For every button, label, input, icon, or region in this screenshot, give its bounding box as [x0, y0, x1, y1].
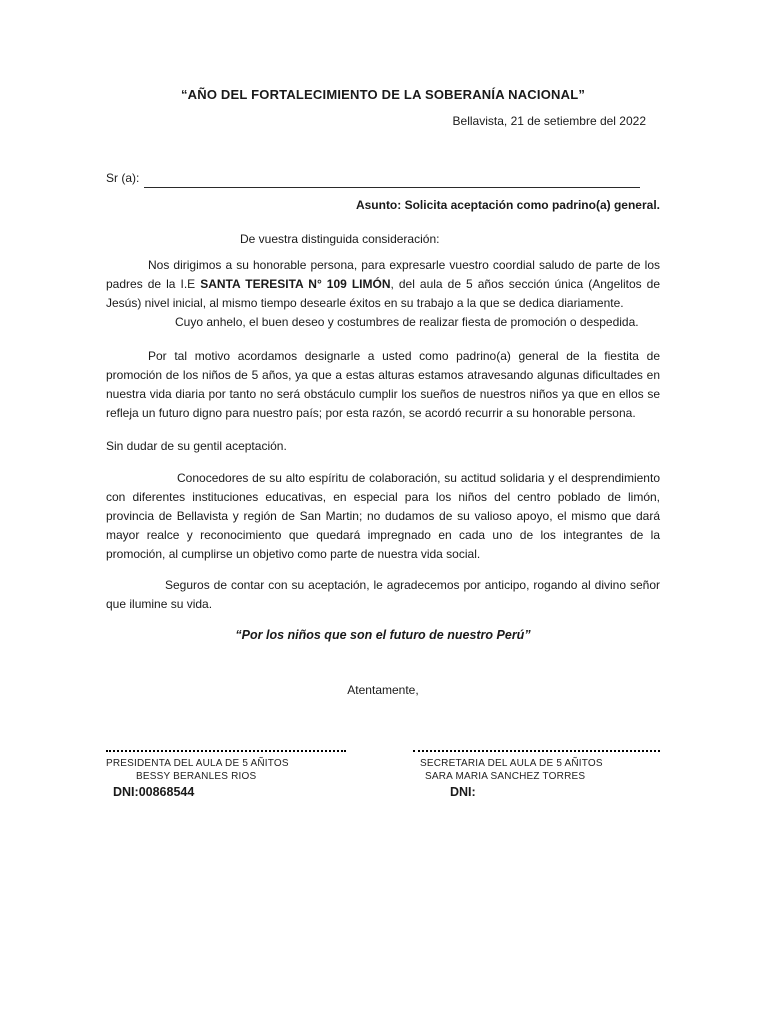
signature-dotted-line [106, 750, 346, 752]
recipient-label: Sr (a): [106, 171, 140, 185]
recipient-line [106, 169, 660, 188]
dateline: Bellavista, 21 de setiembre del 2022 [452, 114, 646, 128]
year-title: “AÑO DEL FORTALECIMIENTO DE LA SOBERANÍA NACIONAL” [180, 87, 586, 102]
paragraph-praise: Conocedores de su alto espíritu de colaboración, su actitud solidaria y el desprendimiento con diferentes instituciones educativas, en especial para los niños del centro poblado de limón, provincia de Bellavista y región de San Martin; no dudamos de su valioso apoyo, el mismo que dará mayor realce y reconocimiento que quedará impregnado en cada uno de los integrantes de la promoción, al cumplirse un objetivo como parte de nuestra vida social. [106, 471, 660, 561]
intro-text-before: Nos dirigimos a su honorable persona, para expresarle vuestro coordial saludo de parte de los padres de la I.E [106, 258, 660, 291]
signature-dni: DNI: [450, 785, 476, 799]
paragraph-designation: Por tal motivo acordamos designarle a usted como padrino(a) general de la fiestita de promoción de los niños de 5 años, ya que a estas alturas estamos atravesando algunas dificultades en nuestra vida diaria por tanto no será obstáculo cumplir los sueños de nuestros niños ya que en ellos se refleja un futuro digno para nuestro país; por esta razón, se acordó recurrir a su honorable persona. [106, 349, 660, 420]
subject-line: Asunto: Solicita aceptación como padrino(a) general. [355, 198, 660, 212]
salutation: De vuestra distinguida consideración: [240, 232, 440, 246]
signature-role: PRESIDENTA DEL AULA DE 5 AÑITOS [106, 758, 289, 769]
signature-dni: DNI:00868544 [113, 785, 195, 799]
signature-name: BESSY BERANLES RIOS [136, 771, 257, 782]
paragraph-thanks: Seguros de contar con su aceptación, le agradecemos por anticipo, rogando al divino señor que ilumine su vida. [106, 578, 660, 611]
signature-dotted-line [413, 750, 660, 752]
signature-block-presidenta [106, 750, 346, 801]
signature-section [106, 750, 660, 801]
paragraph-introduction [106, 256, 660, 313]
intro-text-after: , del aula de 5 años sección única (Angelitos de Jesús) nivel inicial, al mismo tiempo desearle éxitos en su trabajo a la que se dedica diariamente. [106, 277, 660, 310]
recipient-blank-line [144, 174, 640, 188]
closing-line: Atentamente, [347, 683, 419, 697]
signature-name: SARA MARIA SANCHEZ TORRES [425, 771, 586, 782]
school-name: SANTA TERESITA N° 109 LIMÓN [200, 277, 391, 291]
signature-block-secretaria [413, 750, 660, 801]
paragraph-wish: Cuyo anhelo, el buen deseo y costumbres de realizar fiesta de promoción o despedida. [175, 315, 639, 329]
paragraph-acceptance: Sin dudar de su gentil aceptación. [106, 439, 287, 453]
signature-role: SECRETARIA DEL AULA DE 5 AÑITOS [420, 758, 603, 769]
motto-line: “Por los niños que son el futuro de nuestro Perú” [235, 628, 531, 642]
